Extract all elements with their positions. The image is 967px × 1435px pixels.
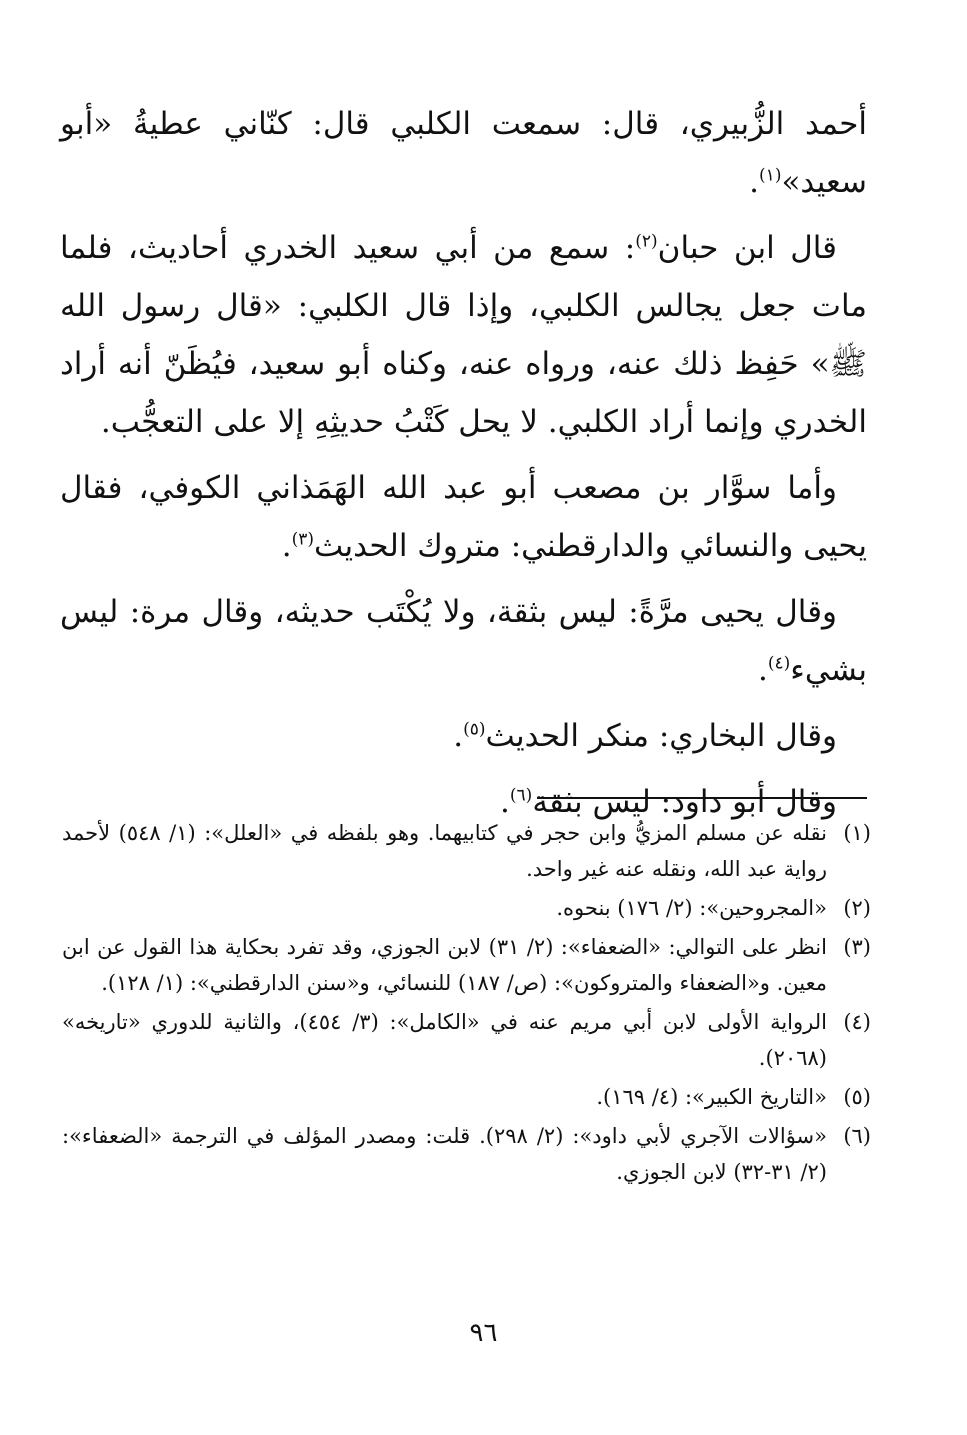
footnote-1 [62,815,871,887]
footnote-ref-1[interactable]: (١) [759,165,782,186]
paragraph-4: وقال يحيى مرَّةً: ليس بثقة، ولا يُكْتَب حديثه، وقال مرة: ليس بشيء$^{(٤)}$. [60,594,867,688]
paragraph-3: وأما سوَّار بن مصعب أبو عبد الله الهَمَذاني الكوفي، فقال يحيى والنسائي والدارقطني: متروك الحديث$^{(٣)}$. [60,470,867,564]
paragraph-2: قال ابن حبان$^{(٢)}$: سمع من أبي سعيد الخدري أحاديث، فلما مات جعل يجالس الكلبي، وإذا قال الكلبي: «قال رسول الله ﷺ» حَفِظ ذلك عنه، ورواه عنه، وكناه أبو سعيد، فيُظَنّ أنه أراد الخدري وإنما أراد الكلبي. لا يحل كَتْبُ حديثِهِ إلا على التعجُّب. [60,230,867,440]
page-number: ٩٦ [469,1318,498,1348]
footnote-ref-3[interactable]: (٣) [291,529,315,550]
footnote-text: الرواية الأولى لابن أبي مريم عنه في «الكامل»: (٣/ ٤٥٤)، والثانية للدوري «تاريخه» (٢٠٦٨). [62,1010,827,1070]
footnote-ref-5[interactable]: (٥) [463,719,486,740]
footnote-2 [62,890,871,926]
footnote-number: (٦) [843,1124,871,1148]
footnote-ref-6[interactable]: (٦) [509,785,533,806]
footnote-ref-4[interactable]: (٤) [767,653,791,674]
footnote-text: «المجروحين»: (٢/ ١٧٦) بنحوه. [556,896,827,920]
footnote-text: «سؤالات الآجري لأبي داود»: (٢/ ٢٩٨). قلت: ومصدر المؤلف في الترجمة «الضعفاء»: (٢/ ٣١-٣٢) لابن الجوزي. [62,1124,827,1184]
footnote-6 [62,1118,871,1190]
footnote-5 [62,1079,871,1115]
footnote-4 [62,1004,871,1076]
footnote-3 [62,929,871,1001]
paragraph-5: وقال البخاري: منكر الحديث$^{(٥)}$. [453,718,837,754]
footnote-number: (٥) [843,1085,871,1109]
footnote-text: نقله عن مسلم المزيُّ وابن حجر في كتابيهما. وهو بلفظه في «العلل»: (١/ ٥٤٨) لأحمد رواية عبد الله، ونقله عنه غير واحد. [62,821,827,881]
footnote-ref-2[interactable]: (٢) [635,231,658,252]
footnotes [62,815,871,1193]
footnote-text: انظر على التوالي: «الضعفاء»: (٢/ ٣١) لابن الجوزي، وقد تفرد بحكاية هذا القول عن ابن معين. و«الضعفاء والمتروكون»: (ص/ ١٨٧) للنسائي، و«سنن الدارقطني»: (١/ ١٢٨). [62,935,827,995]
paragraph-6: وقال أبو داود: ليس بثقة$^{(٦)}$. [500,784,837,820]
footnote-number: (٢) [843,896,871,920]
paragraph-1: أحمد الزُّبيري، قال: سمعت الكلبي قال: كنّاني عطيةُ «أبو سعيد»$^{(١)}$. [60,106,867,200]
main-text [60,95,867,831]
footnote-number: (٤) [843,1010,871,1034]
footnote-number: (١) [843,821,871,845]
footnote-number: (٣) [843,935,871,959]
footnote-divider [537,797,867,799]
footnote-text: «التاريخ الكبير»: (٤/ ١٦٩). [596,1085,827,1109]
